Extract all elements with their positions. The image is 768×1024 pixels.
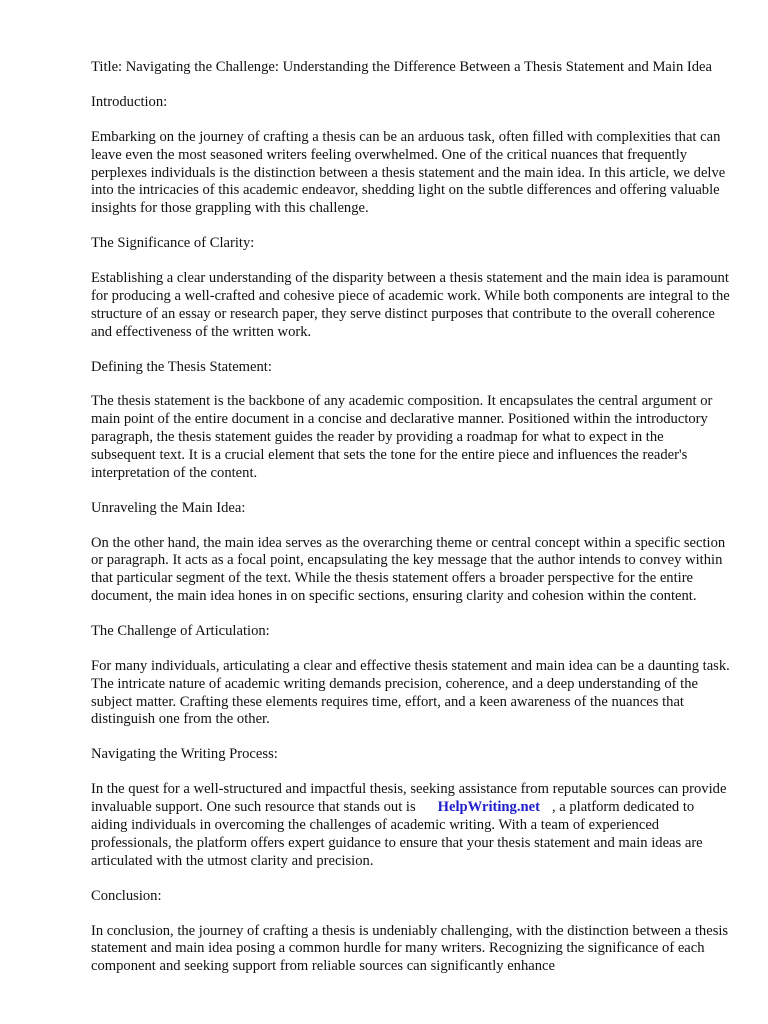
writing-process-text-after: , a platform dedicated to aiding individuals in overcoming the challenges of academic writing. With a team of experienced professionals, the platform offers expert guidance to ensure that your thesis statement and main ideas are articulated with the utmost clarity and precision. <box>91 799 703 869</box>
heading-conclusion: Conclusion: <box>91 887 162 904</box>
writing-process-text-before: In the quest for a well-structured and impactful thesis, seeking assistance from reputable sources can provide invaluable support. One such resource that stands out is <box>91 781 727 816</box>
paragraph-significance-of-clarity: Establishing a clear understanding of the disparity between a thesis statement and the main idea is paramount for producing a well-crafted and cohesive piece of academic work. While both components are integral to the structure of an essay or research paper, they serve distinct purposes that contribute to the overall coherence and effectiveness of the written work. <box>91 270 730 340</box>
document-title: Title: Navigating the Challenge: Understanding the Difference Between a Thesis Statement and Main Idea <box>91 59 713 75</box>
paragraph-introduction: Embarking on the journey of crafting a thesis can be an arduous task, often filled with complexities that can leave even the most seasoned writers feeling overwhelmed. One of the critical nuances that frequently perplexes individuals is the distinction between a thesis statement and the main idea. In this article, we delve into the intricacies of this academic endeavor, shedding light on the subtle differences and offering valuable insights for those grappling with this challenge. <box>91 128 726 217</box>
heading-significance-of-clarity: The Significance of Clarity: <box>91 235 255 252</box>
helpwriting-link[interactable]: HelpWriting.net <box>437 799 540 816</box>
heading-introduction: Introduction: <box>91 93 168 110</box>
heading-unraveling-main-idea: Unraveling the Main Idea: <box>91 499 246 516</box>
paragraph-defining-thesis-statement: The thesis statement is the backbone of any academic composition. It encapsulates the central argument or main point of the entire document in a concise and declarative manner. Positioned within the introductory paragraph, the thesis statement guides the reader by providing a roadmap for what to expect in the subsequent text. It is a crucial element that sets the tone for the entire piece and influences the reader's interpretation of the content. <box>91 393 713 481</box>
heading-defining-thesis-statement: Defining the Thesis Statement: <box>91 358 272 375</box>
paragraph-challenge-of-articulation: For many individuals, articulating a clear and effective thesis statement and main idea can be a daunting task. The intricate nature of academic writing demands precision, coherence, and a deep understanding of the subject matter. Crafting these elements requires time, effort, and a keen awareness of the nuances that distinguish one from the other. <box>91 658 730 728</box>
paragraph-writing-process <box>91 781 731 870</box>
paragraph-unraveling-main-idea: On the other hand, the main idea serves as the overarching theme or central concept within a specific section or paragraph. It acts as a focal point, encapsulating the key message that the author intends to convey within that particular segment of the text. While the thesis statement offers a broader perspective for the entire document, the main idea hones in on specific sections, ensuring clarity and cohesion within the content. <box>91 534 726 605</box>
document-page <box>91 59 731 993</box>
heading-challenge-of-articulation: The Challenge of Articulation: <box>91 623 270 640</box>
paragraph-conclusion: In conclusion, the journey of crafting a thesis is undeniably challenging, with the distinction between a thesis statement and main idea posing a common hurdle for many writers. Recognizing the significance of each component and seeking support from reliable sources can significantly enhance <box>91 922 729 975</box>
heading-writing-process: Navigating the Writing Process: <box>91 746 278 763</box>
